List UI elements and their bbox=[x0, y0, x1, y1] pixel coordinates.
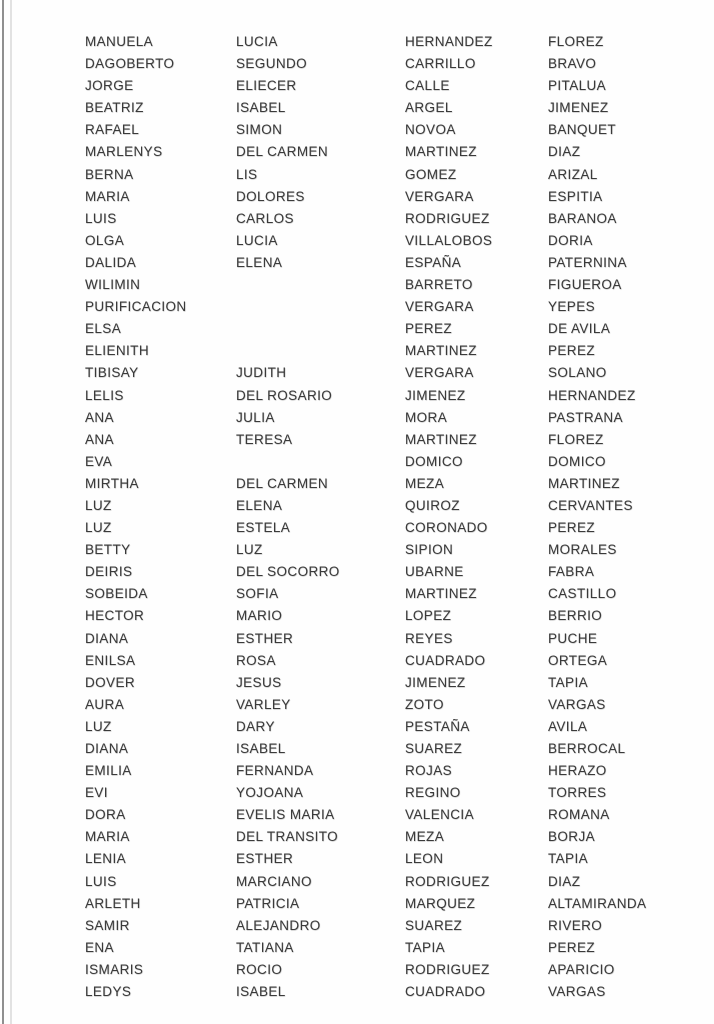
second-surname-cell: CERVANTES bbox=[548, 497, 633, 513]
first-name-cell: HECTOR bbox=[85, 608, 145, 624]
first-surname-cell: LEON bbox=[405, 851, 444, 867]
middle-name-cell: DARY bbox=[236, 718, 275, 734]
first-surname-cell: PESTAÑA bbox=[405, 718, 470, 734]
first-name-cell: ANA bbox=[85, 409, 114, 425]
first-name-cell: DOVER bbox=[85, 674, 136, 690]
first-name-cell: MARIA bbox=[85, 829, 130, 845]
first-surname-cell: TAPIA bbox=[405, 939, 446, 955]
first-name-cell: ENILSA bbox=[85, 652, 136, 668]
second-surname-cell: MORALES bbox=[548, 542, 617, 558]
table-row bbox=[85, 893, 714, 915]
table-row bbox=[85, 186, 714, 208]
middle-name-cell: LUZ bbox=[236, 542, 263, 558]
middle-name-cell: EVELIS MARIA bbox=[236, 807, 335, 823]
table-row bbox=[85, 97, 714, 119]
middle-name-cell: JULIA bbox=[236, 409, 275, 425]
second-surname-cell: ARIZAL bbox=[548, 166, 598, 182]
middle-name-cell: ESTHER bbox=[236, 851, 294, 867]
table-row bbox=[85, 760, 714, 782]
table-row bbox=[85, 119, 714, 141]
table-row bbox=[85, 517, 714, 539]
middle-name-cell: ALEJANDRO bbox=[236, 917, 321, 933]
first-surname-cell: MARTINEZ bbox=[405, 343, 477, 359]
first-surname-cell: CALLE bbox=[405, 78, 450, 94]
first-name-cell: WILIMIN bbox=[85, 277, 141, 293]
table-row bbox=[85, 605, 714, 627]
table-row bbox=[85, 53, 714, 75]
first-surname-cell: MARTINEZ bbox=[405, 431, 477, 447]
first-name-cell: LUIS bbox=[85, 873, 117, 889]
table-row bbox=[85, 274, 714, 296]
second-surname-cell: ALTAMIRANDA bbox=[548, 895, 647, 911]
middle-name-cell: YOJOANA bbox=[236, 785, 304, 801]
second-surname-cell: BORJA bbox=[548, 829, 596, 845]
table-row bbox=[85, 451, 714, 473]
first-surname-cell: CUADRADO bbox=[405, 984, 486, 1000]
second-surname-cell: PEREZ bbox=[548, 939, 596, 955]
middle-name-cell: LUCIA bbox=[236, 232, 278, 248]
first-surname-cell: MORA bbox=[405, 409, 448, 425]
middle-name-cell: ELENA bbox=[236, 254, 283, 270]
first-surname-cell: RODRIGUEZ bbox=[405, 873, 490, 889]
first-surname-cell: ARGEL bbox=[405, 100, 453, 116]
first-surname-cell: VERGARA bbox=[405, 188, 474, 204]
middle-name-cell: DEL CARMEN bbox=[236, 144, 329, 160]
table-row bbox=[85, 871, 714, 893]
table-row bbox=[85, 296, 714, 318]
table-row bbox=[85, 362, 714, 384]
table-row bbox=[85, 915, 714, 937]
first-name-cell: DORA bbox=[85, 807, 126, 823]
first-surname-cell: CORONADO bbox=[405, 520, 488, 536]
middle-name-cell: DEL SOCORRO bbox=[236, 564, 340, 580]
middle-name-cell: FERNANDA bbox=[236, 763, 314, 779]
middle-name-cell: DEL TRANSITO bbox=[236, 829, 339, 845]
second-surname-cell: ORTEGA bbox=[548, 652, 608, 668]
second-surname-cell: TAPIA bbox=[548, 851, 589, 867]
first-surname-cell: VILLALOBOS bbox=[405, 232, 493, 248]
first-name-cell: DEIRIS bbox=[85, 564, 133, 580]
table-row bbox=[85, 340, 714, 362]
second-surname-cell: BERRIO bbox=[548, 608, 603, 624]
second-surname-cell: HERAZO bbox=[548, 763, 607, 779]
page-edge-line-dark bbox=[2, 0, 4, 1024]
second-surname-cell: FABRA bbox=[548, 564, 595, 580]
middle-name-cell: ISABEL bbox=[236, 741, 286, 756]
first-name-cell: ANA bbox=[85, 431, 114, 447]
table-row bbox=[85, 473, 714, 495]
table-row bbox=[85, 429, 714, 451]
first-surname-cell: MARTINEZ bbox=[405, 586, 477, 602]
first-name-cell: JORGE bbox=[85, 78, 134, 94]
table-row bbox=[85, 716, 714, 738]
table-row bbox=[85, 539, 714, 561]
first-surname-cell: REGINO bbox=[405, 785, 461, 801]
first-name-cell: BERNA bbox=[85, 166, 134, 182]
table-row bbox=[85, 164, 714, 186]
first-name-cell: TIBISAY bbox=[85, 365, 139, 381]
first-surname-cell: REYES bbox=[405, 630, 453, 646]
table-row bbox=[85, 141, 714, 163]
second-surname-cell: DE AVILA bbox=[548, 321, 611, 337]
middle-name-cell: ISABEL bbox=[236, 984, 286, 1000]
second-surname-cell: AVILA bbox=[548, 718, 588, 734]
first-surname-cell: BARRETO bbox=[405, 277, 473, 293]
table-row bbox=[85, 628, 714, 650]
first-surname-cell: RODRIGUEZ bbox=[405, 210, 490, 226]
middle-name-cell: ROSA bbox=[236, 652, 276, 668]
middle-name-cell: SIMON bbox=[236, 122, 283, 138]
middle-name-cell: LIS bbox=[236, 166, 258, 182]
first-surname-cell: RODRIGUEZ bbox=[405, 961, 490, 977]
second-surname-cell: MARTINEZ bbox=[548, 475, 620, 491]
first-surname-cell: SUAREZ bbox=[405, 741, 463, 756]
second-surname-cell: ROMANA bbox=[548, 807, 610, 823]
first-name-cell: SAMIR bbox=[85, 917, 130, 933]
second-surname-cell: SOLANO bbox=[548, 365, 607, 381]
first-surname-cell: VERGARA bbox=[405, 365, 474, 381]
first-name-cell: PURIFICACION bbox=[85, 299, 187, 315]
first-name-cell: DALIDA bbox=[85, 254, 137, 270]
first-surname-cell: MEZA bbox=[405, 475, 445, 491]
second-surname-cell: DIAZ bbox=[548, 873, 581, 889]
first-surname-cell: MARTINEZ bbox=[405, 144, 477, 160]
first-name-cell: LUZ bbox=[85, 718, 112, 734]
second-surname-cell: PEREZ bbox=[548, 520, 596, 536]
middle-name-cell: JESUS bbox=[236, 674, 282, 690]
middle-name-cell: PATRICIA bbox=[236, 895, 300, 911]
second-surname-cell: RIVERO bbox=[548, 917, 603, 933]
second-surname-cell: JIMENEZ bbox=[548, 100, 609, 116]
table-row bbox=[85, 782, 714, 804]
first-name-cell: LENIA bbox=[85, 851, 127, 867]
table-row bbox=[85, 385, 714, 407]
first-name-cell: ISMARIS bbox=[85, 961, 144, 977]
first-surname-cell: DOMICO bbox=[405, 453, 463, 469]
first-name-cell: MANUELA bbox=[85, 34, 154, 49]
middle-name-cell: ESTELA bbox=[236, 520, 291, 536]
middle-name-cell: ESTHER bbox=[236, 630, 294, 646]
first-name-cell: BEATRIZ bbox=[85, 100, 144, 116]
middle-name-cell: ROCIO bbox=[236, 961, 283, 977]
first-name-cell: RAFAEL bbox=[85, 122, 140, 138]
table-row bbox=[85, 583, 714, 605]
middle-name-cell: ELIECER bbox=[236, 78, 297, 94]
second-surname-cell: DIAZ bbox=[548, 144, 581, 160]
first-name-cell: DAGOBERTO bbox=[85, 56, 175, 72]
second-surname-cell: BRAVO bbox=[548, 56, 597, 72]
second-surname-cell: VARGAS bbox=[548, 696, 606, 712]
first-surname-cell: NOVOA bbox=[405, 122, 456, 138]
second-surname-cell: APARICIO bbox=[548, 961, 615, 977]
middle-name-cell: SOFIA bbox=[236, 586, 279, 602]
table-row bbox=[85, 937, 714, 959]
first-name-cell: LELIS bbox=[85, 387, 124, 403]
second-surname-cell: ESPITIA bbox=[548, 188, 603, 204]
second-surname-cell: BANQUET bbox=[548, 122, 617, 138]
second-surname-cell: FLOREZ bbox=[548, 34, 604, 49]
first-name-cell: DIANA bbox=[85, 630, 129, 646]
middle-name-cell: JUDITH bbox=[236, 365, 287, 381]
first-name-cell: LUZ bbox=[85, 520, 112, 536]
first-name-cell: MARLENYS bbox=[85, 144, 163, 160]
middle-name-cell: DEL CARMEN bbox=[236, 475, 329, 491]
table-row bbox=[85, 208, 714, 230]
second-surname-cell: HERNANDEZ bbox=[548, 387, 636, 403]
first-name-cell: EMILIA bbox=[85, 763, 132, 779]
middle-name-cell: TERESA bbox=[236, 431, 293, 447]
first-surname-cell: ZOTO bbox=[405, 696, 444, 712]
first-name-cell: AURA bbox=[85, 696, 125, 712]
table-row bbox=[85, 848, 714, 870]
middle-name-cell: MARIO bbox=[236, 608, 283, 624]
table-row bbox=[85, 230, 714, 252]
first-surname-cell: ROJAS bbox=[405, 763, 453, 779]
table-row bbox=[85, 826, 714, 848]
second-surname-cell: TAPIA bbox=[548, 674, 589, 690]
first-surname-cell: JIMENEZ bbox=[405, 674, 466, 690]
table-row bbox=[85, 650, 714, 672]
middle-name-cell: TATIANA bbox=[236, 939, 294, 955]
table-row bbox=[85, 31, 714, 53]
table-row bbox=[85, 561, 714, 583]
middle-name-cell: ELENA bbox=[236, 497, 283, 513]
first-name-cell: LEDYS bbox=[85, 984, 132, 1000]
first-surname-cell: CUADRADO bbox=[405, 652, 486, 668]
second-surname-cell: PUCHE bbox=[548, 630, 598, 646]
first-surname-cell: ESPAÑA bbox=[405, 254, 462, 270]
first-surname-cell: JIMENEZ bbox=[405, 387, 466, 403]
second-surname-cell: DORIA bbox=[548, 232, 593, 248]
second-surname-cell: PITALUA bbox=[548, 78, 607, 94]
second-surname-cell: TORRES bbox=[548, 785, 607, 801]
first-surname-cell: VALENCIA bbox=[405, 807, 474, 823]
table-row bbox=[85, 738, 714, 760]
middle-name-cell: VARLEY bbox=[236, 696, 291, 712]
second-surname-cell: PATERNINA bbox=[548, 254, 627, 270]
first-name-cell: LUZ bbox=[85, 497, 112, 513]
first-name-cell: BETTY bbox=[85, 542, 131, 558]
first-surname-cell: CARRILLO bbox=[405, 56, 476, 72]
first-surname-cell: SIPION bbox=[405, 542, 454, 558]
table-row bbox=[85, 75, 714, 97]
table-row bbox=[85, 959, 714, 981]
name-table bbox=[85, 31, 714, 1003]
first-surname-cell: SUAREZ bbox=[405, 917, 463, 933]
middle-name-cell: DEL ROSARIO bbox=[236, 387, 333, 403]
first-name-cell: ELIENITH bbox=[85, 343, 149, 359]
first-surname-cell: GOMEZ bbox=[405, 166, 457, 182]
first-name-cell: LUIS bbox=[85, 210, 117, 226]
first-name-cell: EVA bbox=[85, 453, 113, 469]
second-surname-cell: VARGAS bbox=[548, 984, 606, 1000]
first-surname-cell: HERNANDEZ bbox=[405, 34, 493, 49]
first-name-cell: SOBEIDA bbox=[85, 586, 148, 602]
first-surname-cell: VERGARA bbox=[405, 299, 474, 315]
table-row bbox=[85, 694, 714, 716]
table-row bbox=[85, 318, 714, 340]
second-surname-cell: BERROCAL bbox=[548, 741, 626, 756]
first-name-cell: ENA bbox=[85, 939, 114, 955]
first-surname-cell: PEREZ bbox=[405, 321, 453, 337]
second-surname-cell: BARANOA bbox=[548, 210, 617, 226]
middle-name-cell: DOLORES bbox=[236, 188, 305, 204]
table-row bbox=[85, 495, 714, 517]
second-surname-cell: PEREZ bbox=[548, 343, 596, 359]
middle-name-cell: CARLOS bbox=[236, 210, 294, 226]
first-name-cell: MIRTHA bbox=[85, 475, 139, 491]
middle-name-cell: LUCIA bbox=[236, 34, 278, 49]
second-surname-cell: FIGUEROA bbox=[548, 277, 622, 293]
first-name-cell: MARIA bbox=[85, 188, 130, 204]
second-surname-cell: YEPES bbox=[548, 299, 596, 315]
first-name-cell: ARLETH bbox=[85, 895, 141, 911]
second-surname-cell: PASTRANA bbox=[548, 409, 623, 425]
first-name-cell: OLGA bbox=[85, 232, 125, 248]
second-surname-cell: DOMICO bbox=[548, 453, 606, 469]
first-surname-cell: QUIROZ bbox=[405, 497, 460, 513]
table-row bbox=[85, 407, 714, 429]
table-row bbox=[85, 981, 714, 1003]
first-surname-cell: UBARNE bbox=[405, 564, 464, 580]
page-edge-line-light bbox=[10, 0, 12, 1024]
table-row bbox=[85, 672, 714, 694]
middle-name-cell: SEGUNDO bbox=[236, 56, 308, 72]
first-surname-cell: MEZA bbox=[405, 829, 445, 845]
table-row bbox=[85, 252, 714, 274]
first-surname-cell: MARQUEZ bbox=[405, 895, 476, 911]
second-surname-cell: FLOREZ bbox=[548, 431, 604, 447]
first-name-cell: ELSA bbox=[85, 321, 122, 337]
first-surname-cell: LOPEZ bbox=[405, 608, 452, 624]
first-name-cell: EVI bbox=[85, 785, 108, 801]
table-row bbox=[85, 804, 714, 826]
second-surname-cell: CASTILLO bbox=[548, 586, 617, 602]
middle-name-cell: MARCIANO bbox=[236, 873, 312, 889]
first-name-cell: DIANA bbox=[85, 741, 129, 756]
middle-name-cell: ISABEL bbox=[236, 100, 286, 116]
